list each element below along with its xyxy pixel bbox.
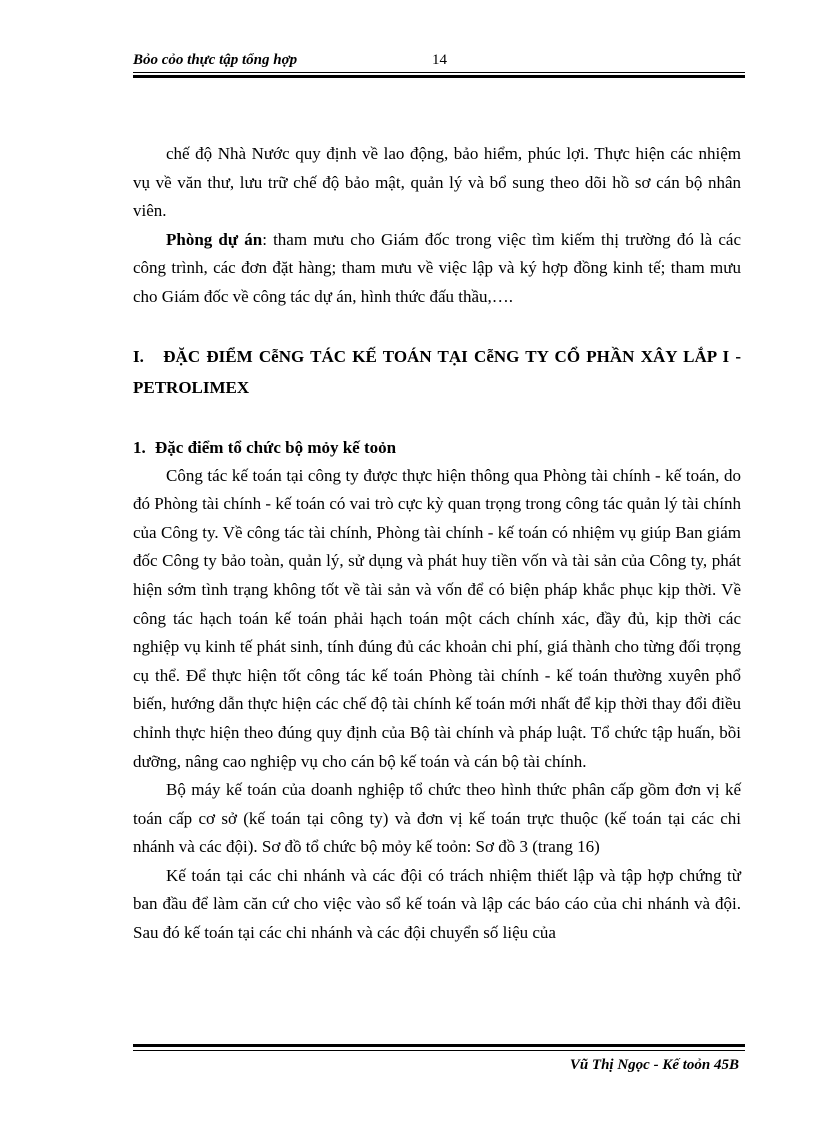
body-paragraph-2: Bộ máy kế toán của doanh nghiệp tổ chức theo hình thức phân cấp gồm đơn vị kế toán cấp cơ sở (kế toán tại công ty) và đơn vị kế toán trực thuộc (kế toán tại các chi nhánh và các đội). Sơ đồ tổ chức bộ mỏy kế toỏn: Sơ đồ 3 (trang 16) bbox=[133, 780, 741, 857]
section-title: ĐẶC ĐIỂM CễNG TÁC KẾ TOÁN TẠI CễNG TY CỔ PHẦN XÂY LẮP I - PETROLIMEX bbox=[133, 346, 742, 397]
page-footer bbox=[133, 1040, 745, 1100]
body-paragraph-1: Công tác kế toán tại công ty được thực hiện thông qua Phòng tài chính - kế toán, do đó Phòng tài chính - kế toán có vai trò cực kỳ quan trọng trong công tác quản lý tài chính của Công ty. Về công tác tài chính, Phòng tài chính - kế toán có nhiệm vụ giúp Ban giám đốc Công ty bảo toàn, quản lý, sử dụng và phát huy tiền vốn và tài sản của Công ty, phát hiện sớm tình trạng không tốt về tài sản và vốn để có biện pháp khắc phục kịp thời. Về công tác hạch toán kế toán phải hạch toán một cách chính xác, đầy đủ, kịp thời các nghiệp vụ kinh tế phát sinh, tính đúng đủ các khoản chi phí, giá thành cho từng đối trọng cụ thể. Để thực hiện tốt công tác kế toán Phòng tài chính - kế toán thường xuyên phổ biến, hướng dẫn thực hiện các chế độ tài chính kế toán mới nhất để kịp thời thay đổi điều chỉnh thực hiện theo đúng quy định của Bộ tài chính và pháp luật. Tổ chức tập huấn, bồi dưỡng, nâng cao nghiệp vụ cho cán bộ kế toán và cán bộ tài chính. bbox=[133, 465, 741, 771]
footer-rule-thick bbox=[133, 1044, 745, 1047]
footer-rule-thin bbox=[133, 1050, 745, 1051]
subsection-title: Đặc điểm tổ chức bộ mỏy kế toỏn bbox=[155, 437, 397, 457]
header-title: Bỏo cỏo thực tập tổng hợp bbox=[133, 52, 298, 68]
page-header bbox=[133, 52, 745, 82]
footer-author: Vũ Thị Ngọc - Kế toỏn 45B bbox=[569, 1057, 739, 1073]
document-body bbox=[133, 140, 741, 948]
intro-paragraph-1: chế độ Nhà Nước quy định về lao động, bảo hiểm, phúc lợi. Thực hiện các nhiệm vụ về văn thư, lưu trữ chế độ bảo mật, quản lý và bổ sung theo dõi hồ sơ cán bộ nhân viên. bbox=[133, 144, 741, 221]
header-rule-thin bbox=[133, 72, 745, 73]
body-paragraph-3: Kế toán tại các chi nhánh và các đội có trách nhiệm thiết lập và tập hợp chứng từ ban đầu để làm căn cứ cho việc vào sổ kế toán và lập các báo cáo của chi nhánh và đội. Sau đó kế toán tại các chi nhánh và các đội chuyển số liệu của bbox=[133, 865, 741, 943]
section-heading bbox=[133, 341, 741, 403]
intro-paragraph-2 bbox=[133, 226, 741, 312]
intro-term: Phòng dự án bbox=[166, 229, 263, 249]
header-rule-thick bbox=[133, 75, 745, 78]
intro-paragraph-2-text: : tham mưu cho Giám đốc trong việc tìm kiếm thị trường đó là các công trình, các đơn đặt hàng; tham mưu về việc lập và ký hợp đồng kinh tế; tham mưu cho Giám đốc về công tác dự án, hình thức đấu thầu,…. bbox=[133, 229, 742, 306]
section-number: I. bbox=[133, 346, 144, 366]
page-number: 14 bbox=[432, 52, 447, 68]
subsection-number: 1. bbox=[133, 437, 146, 457]
subsection-heading bbox=[133, 434, 741, 462]
